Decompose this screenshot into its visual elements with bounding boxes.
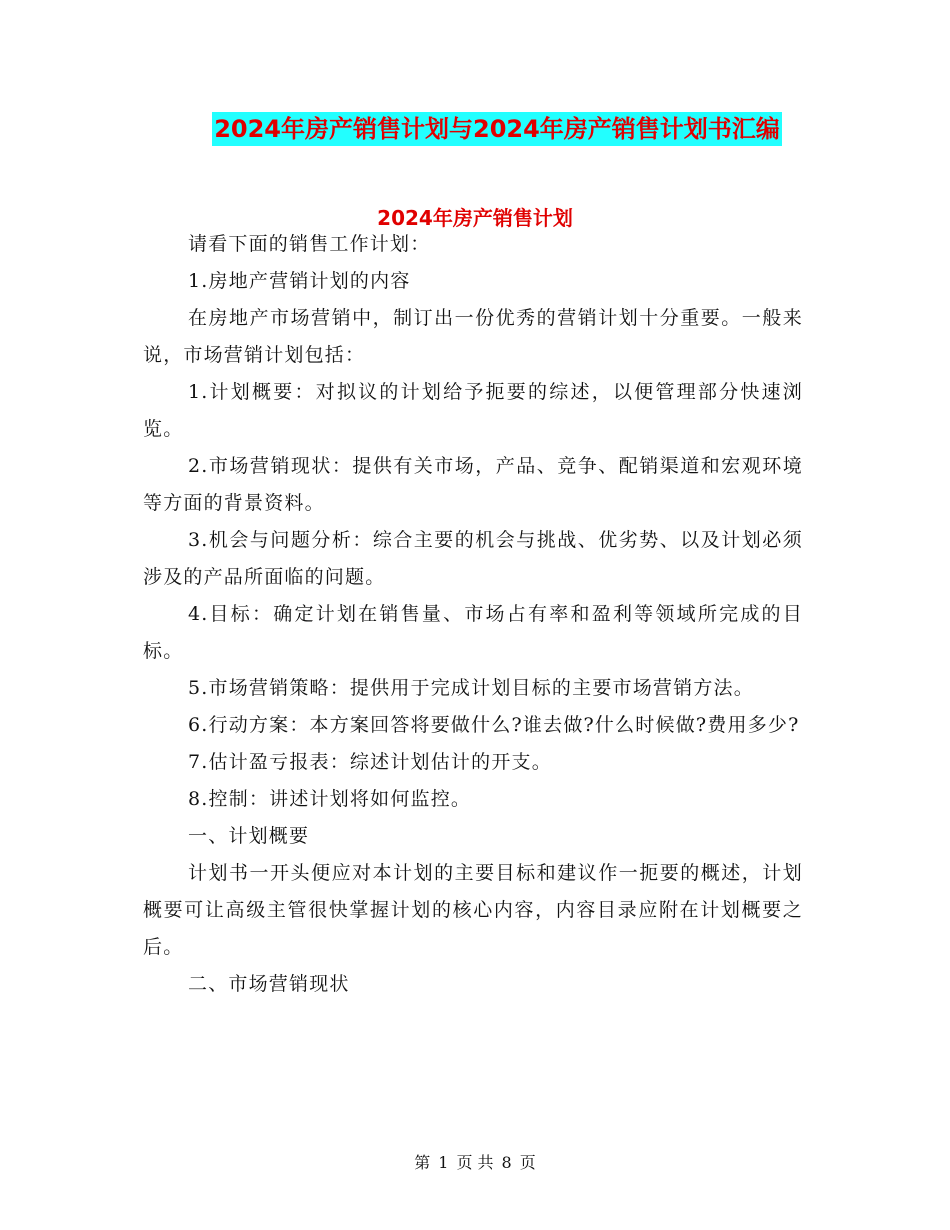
page-label-prefix: 第 [414, 1153, 431, 1172]
section-heading: 一、计划概要 [188, 825, 310, 847]
paragraph: 5.市场营销策略：提供用于完成计划目标的主要市场营销方法。 [188, 677, 754, 699]
paragraph: 3.机会与问题分析：综合主要的机会与挑战、优劣势、以及计划必须涉及的产品所面临的问题。 [143, 529, 803, 588]
section-title: 2024年房产销售计划 [377, 206, 573, 230]
paragraph: 计划书一开头便应对本计划的主要目标和建议作一扼要的概述，计划概要可让高级主管很快掌握计划的核心内容，内容目录应附在计划概要之后。 [143, 862, 803, 958]
paragraph: 4.目标：确定计划在销售量、市场占有率和盈利等领域所完成的目标。 [143, 603, 803, 662]
section-heading: 二、市场营销现状 [188, 973, 350, 995]
page-label-mid: 页 共 [456, 1153, 494, 1172]
body-text [143, 226, 803, 1003]
total-pages-number: 8 [501, 1153, 512, 1172]
paragraph: 2.市场营销现状：提供有关市场，产品、竞争、配销渠道和宏观环境等方面的背景资料。 [143, 455, 803, 514]
paragraph: 6.行动方案：本方案回答将要做什么?谁去做?什么时候做?费用多少? [188, 714, 800, 736]
page-footer [0, 1151, 950, 1175]
paragraph: 7.估计盈亏报表：综述计划估计的开支。 [188, 751, 552, 773]
paragraph: 请看下面的销售工作计划： [188, 233, 431, 255]
paragraph: 在房地产市场营销中，制订出一份优秀的营销计划十分重要。一般来说，市场营销计划包括： [143, 307, 803, 366]
page-label-suffix: 页 [519, 1153, 536, 1172]
paragraph: 8.控制：讲述计划将如何监控。 [188, 788, 472, 810]
main-title: 2024年房产销售计划与2024年房产销售计划书汇编 [212, 112, 782, 146]
paragraph: 1.房地产营销计划的内容 [188, 270, 411, 292]
main-title-wrap [0, 112, 950, 146]
current-page-number: 1 [438, 1153, 449, 1172]
paragraph: 1.计划概要：对拟议的计划给予扼要的综述，以便管理部分快速浏览。 [143, 381, 803, 440]
